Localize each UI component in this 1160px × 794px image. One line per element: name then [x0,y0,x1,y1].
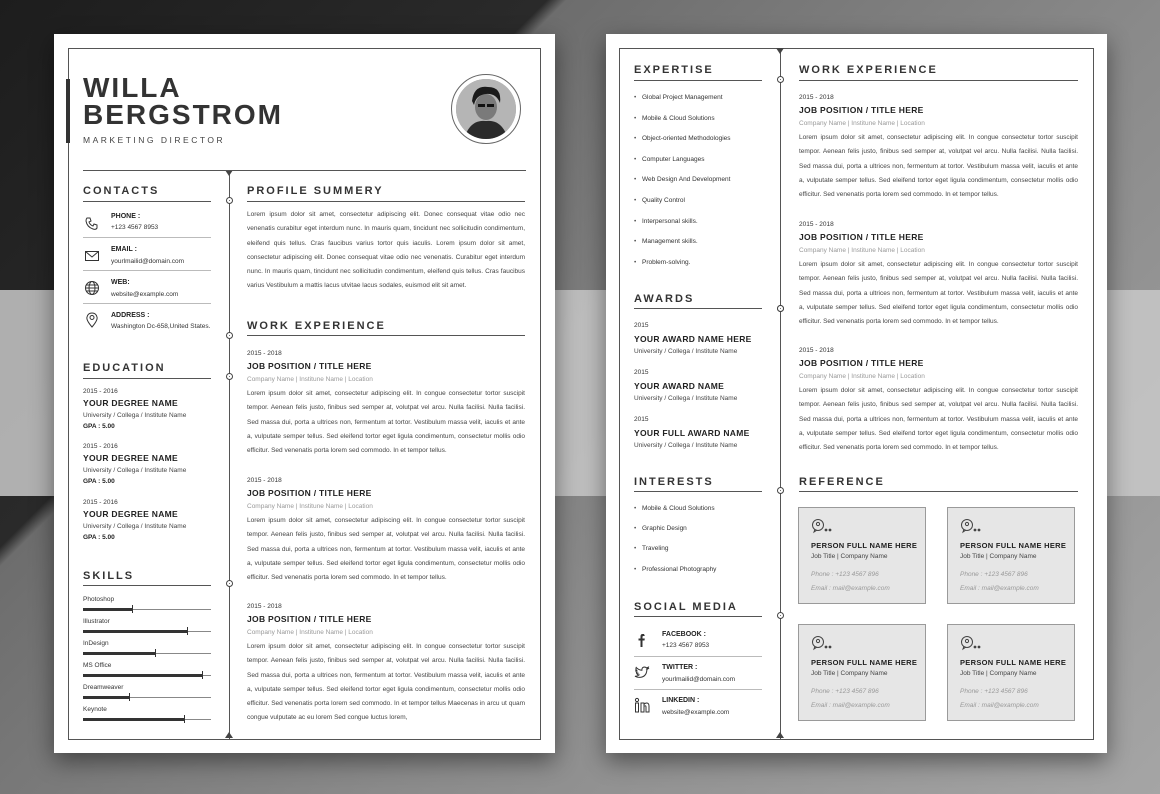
reference-job: Job Title | Company Name [960,670,1037,677]
education-rule [83,378,211,379]
reference-phone: Phone : +123 4567 896 [960,688,1028,695]
reference-job: Job Title | Company Name [960,553,1037,560]
awards-heading: AWARDS [634,293,695,305]
contact-email-label: EMAIL : [111,246,137,253]
award-year: 2015 [634,369,649,376]
name-accent-bar [66,79,70,143]
job-description: Lorem ipsum dolor sit amet, consectetur adipiscing elit. In congue consectetur tortor suscipit tempor. Aenean felis justo, finibus sed semper at, volutpat vel arcu. Nulla facilisi. Nulla facilisi. Sed massa dui, porta a ultrices non, fermentum at tortor. Vestibulum massa velit, iaculis et ante a, vulputate semper tellus. Sed eleifend tortor eget ligula condimentum, consectetur mollis odio efficitur. Sed venenatis porta lorem sed commodo. In et tempor tellus. [247,517,525,582]
contact-web-value: website@example.com [111,291,179,298]
skill-fill [83,674,202,677]
reference-card [798,507,926,604]
skill-fill [83,696,129,699]
timeline-bottom-marker [225,732,233,738]
contacts-heading: CONTACTS [83,185,160,197]
job-title: JOB POSITION / TITLE HERE [799,358,924,368]
timeline-node [226,373,233,380]
expertise-item: • Computer Languages [642,156,705,163]
job-title: JOB POSITION / TITLE HERE [799,105,924,115]
job-description: Lorem ipsum dolor sit amet, consectetur adipiscing elit. In congue consectetur tortor suscipit tempor. Aenean felis justo, finibus sed semper at, volutpat vel arcu. Nulla facilisi. Nulla facilisi. Sed massa dui, porta a ultrices non, fermentum at tortor. Vestibulum massa velit, iaculis et ante a, vulputate semper tellus. Sed eleifend tortor eget ligula condimentum, consectetur mollis odio efficitur. Sed venenatis porta lorem sed commodo. In et tempor tellus. [247,390,525,455]
reference-email: Email : mail@example.com [811,702,890,709]
expertise-heading: EXPERTISE [634,64,714,76]
name-last: BERGSTROM [83,99,283,130]
resume-page-1 [54,34,555,753]
timeline-line [780,48,781,739]
job-company: Company Name | Institune Name | Location [799,120,925,127]
expertise-item: • Interpersonal skills. [642,218,698,225]
job-date: 2015 - 2018 [799,347,834,354]
work-heading: WORK EXPERIENCE [247,320,386,332]
award-name: YOUR AWARD NAME [634,381,725,391]
reference-name: PERSON FULL NAME HERE [960,658,1067,667]
skills-rule [83,585,211,586]
award-org: University / Collega / Institute Name [634,348,738,355]
phone-icon [84,216,100,232]
reference-card [947,624,1075,721]
job-company: Company Name | Institune Name | Location [247,376,373,383]
profile-rule [247,201,525,202]
education-school: University / Collega / Institute Name [83,467,187,474]
job-title: JOB POSITION / TITLE HERE [247,488,372,498]
work-rule [247,335,525,336]
award-year: 2015 [634,416,649,423]
social-linkedin-value[interactable]: website@example.com [662,709,730,716]
skills-heading: SKILLS [83,570,135,582]
interest-item: • Professional Photography [642,566,716,573]
job-company: Company Name | Institune Name | Location [799,247,925,254]
education-date: 2015 - 2016 [83,388,118,395]
interest-item: • Traveling [642,545,669,552]
twitter-icon[interactable] [634,664,650,680]
education-school: University / Collega / Institute Name [83,523,187,530]
job-title: JOB POSITION / TITLE HERE [247,614,372,624]
skill-fill [83,718,184,721]
social-rule [634,616,762,617]
job-date: 2015 - 2018 [247,350,282,357]
job-description: Lorem ipsum dolor sit amet, consectetur adipiscing elit. In congue consectetur tortor suscipit tempor. Aenean felis justo, finibus sed semper at, volutpat vel arcu. Nulla facilisi. Nulla facilisi. Sed massa dui, porta a ultrices non, fermentum at tortor. Vestibulum massa velit, iaculis et ante a, vulputate semper tellus. Sed eleifend tortor eget ligula condimentum, consectetur mollis odio efficitur. Sed venenatis porta lorem sed commodo. In et tempor tellus. [799,261,1078,326]
interest-item: • Graphic Design [642,525,687,532]
social-divider [634,656,762,657]
job-company: Company Name | Institune Name | Location [247,503,373,510]
contact-address-label: ADDRESS : [111,312,150,319]
resume-page-2 [606,34,1107,753]
contact-email-value: yourlmailid@domain.com [111,258,185,265]
job-date: 2015 - 2018 [247,477,282,484]
contact-divider [83,270,211,271]
expertise-item: • Problem-solving. [642,259,690,266]
job-description: Lorem ipsum dolor sit amet, consectetur adipiscing elit. In congue consectetur tortor suscipit tempor. Aenean felis justo, finibus sed semper at, volutpat vel arcu. Nulla facilisi. Nulla facilisi. Sed massa dui, porta a ultrices non, fermentum at tortor. Vestibulum massa velit, iaculis et ante a, vulputate semper tellus. Sed eleifend tortor eget ligula condimentum, consectetur mollis odio efficitur. Sed venenatis porta lorem sed commodo. In et tempor tellus Maecenas in arcu ut quam congue vulputate ac eu lorem Sed congue luctus lorem, [247,643,525,722]
award-name: YOUR AWARD NAME HERE [634,334,752,344]
contact-phone-label: PHONE : [111,213,141,220]
education-date: 2015 - 2016 [83,499,118,506]
chat-icon [960,518,976,534]
contact-divider [83,237,211,238]
expertise-item: • Web Design And Development [642,176,730,183]
job-title: JOB POSITION / TITLE HERE [247,361,372,371]
globe-icon [84,280,100,296]
reference-card [798,624,926,721]
chat-icon [960,635,976,651]
expertise-item: • Mobile & Cloud Solutions [642,115,715,122]
linkedin-icon[interactable] [634,697,650,713]
expertise-item: • Quality Control [642,197,685,204]
expertise-item: • Object-oriented Methodologies [642,135,731,142]
reference-job: Job Title | Company Name [811,670,888,677]
chat-icon [811,635,827,651]
award-org: University / Collega / Institute Name [634,395,738,402]
skill-marker [132,605,133,613]
skill-marker [187,627,188,635]
timeline-top-marker [776,48,784,54]
profile-photo [451,74,521,144]
education-degree: YOUR DEGREE NAME [83,453,179,463]
social-twitter-label: TWITTER : [662,664,698,671]
award-name: YOUR FULL AWARD NAME [634,428,750,438]
interests-heading: INTERESTS [634,476,714,488]
job-date: 2015 - 2018 [247,603,282,610]
social-twitter-value[interactable]: yourlmailid@domain.com [662,676,736,683]
education-degree: YOUR DEGREE NAME [83,398,179,408]
reference-job: Job Title | Company Name [811,553,888,560]
job-date: 2015 - 2018 [799,221,834,228]
work2-rule [799,80,1078,81]
job-company: Company Name | Institune Name | Location [247,629,373,636]
skill-marker [155,649,156,657]
job-company: Company Name | Institune Name | Location [799,373,925,380]
timeline-node [226,580,233,587]
contact-divider [83,303,211,304]
social-linkedin-label: LINKEDIN : [662,697,700,704]
skill-fill [83,652,155,655]
awards-rule [634,308,762,309]
reference-card [947,507,1075,604]
skill-label: Photoshop [83,596,115,603]
expertise-rule [634,80,762,81]
reference-phone: Phone : +123 4567 896 [811,688,879,695]
email-icon [84,248,100,264]
social-facebook-value[interactable]: +123 4567 8953 [662,642,710,649]
education-degree: YOUR DEGREE NAME [83,509,179,519]
work2-heading: WORK EXPERIENCE [799,64,938,76]
reference-rule [799,491,1078,492]
award-org: University / Collega / Institute Name [634,442,738,449]
reference-name: PERSON FULL NAME HERE [811,541,918,550]
timeline-line [229,172,230,739]
reference-email: Email : mail@example.com [960,585,1039,592]
profile-heading: PROFILE SUMMERY [247,185,384,197]
expertise-item: • Management skills. [642,238,698,245]
social-divider [634,689,762,690]
header-divider [83,170,526,171]
interest-item: • Mobile & Cloud Solutions [642,505,715,512]
skill-fill [83,608,132,611]
profile-text: Lorem ipsum dolor sit amet, consectetur adipiscing elit. Donec consequat vitae odio nec venenatis curabitur eget interdum nunc. In mauris quam, tincidunt nec sollicitudin condimentum, eleifend quis tellus. Cras faucibus varius tortor quis iaculis. Lorem ipsum dolor sit amet, consectetur adipiscing elit. Donec consequat vitae odio nec venenatis. Curabitur eget interdum nunc. In mauris quam, tincidunt nec sollicitudin condimentum, eleifend quis tellus. Cras faucibus varius Vestibulum a mattis lacus utvitae lacus sodales, euismod elit sit amet. [247,211,525,290]
facebook-icon[interactable] [634,632,650,648]
skill-marker [129,693,130,701]
reference-name: PERSON FULL NAME HERE [960,541,1067,550]
timeline-node [777,612,784,619]
education-gpa: GPA : 5.00 [83,423,115,430]
reference-phone: Phone : +123 4567 896 [960,571,1028,578]
contacts-rule [83,201,211,202]
reference-phone: Phone : +123 4567 896 [811,571,879,578]
timeline-node [777,487,784,494]
skill-label: Illustrator [83,618,110,625]
education-heading: EDUCATION [83,362,166,374]
job-role: MARKETING DIRECTOR [83,135,226,145]
timeline-node [226,197,233,204]
interests-rule [634,491,762,492]
skill-label: Keynote [83,706,107,713]
social-facebook-label: FACEBOOK : [662,631,706,638]
contact-phone-value: +123 4567 8953 [111,224,159,231]
skill-fill [83,630,187,633]
education-gpa: GPA : 5.00 [83,534,115,541]
contact-web-label: WEB: [111,279,130,286]
timeline-node [226,332,233,339]
chat-icon [811,518,827,534]
location-icon [84,312,100,328]
job-title: JOB POSITION / TITLE HERE [799,232,924,242]
reference-name: PERSON FULL NAME HERE [811,658,918,667]
timeline-node [777,305,784,312]
reference-heading: REFERENCE [799,476,885,488]
reference-email: Email : mail@example.com [960,702,1039,709]
skill-label: MS Office [83,662,112,669]
job-date: 2015 - 2018 [799,94,834,101]
skill-marker [202,671,203,679]
skill-label: Dreamweaver [83,684,124,691]
award-year: 2015 [634,322,649,329]
skill-label: InDesign [83,640,109,647]
job-description: Lorem ipsum dolor sit amet, consectetur adipiscing elit. In congue consectetur tortor suscipit tempor. Aenean felis justo, finibus sed semper at, volutpat vel arcu. Nulla facilisi. Nulla facilisi. Sed massa dui, porta a ultrices non, fermentum at tortor. Vestibulum massa velit, iaculis et ante a, vulputate semper tellus. Sed eleifend tortor eget ligula condimentum, consectetur mollis odio efficitur. Sed venenatis porta lorem sed commodo. In et tempor tellus. [799,387,1078,452]
contact-address-value: Washington Dc-658,United States. [111,323,211,330]
timeline-bottom-marker [776,732,784,738]
reference-email: Email : mail@example.com [811,585,890,592]
skill-marker [184,715,185,723]
education-school: University / Collega / Institute Name [83,412,187,419]
education-gpa: GPA : 5.00 [83,478,115,485]
social-heading: SOCIAL MEDIA [634,601,738,613]
job-description: Lorem ipsum dolor sit amet, consectetur adipiscing elit. In congue consectetur tortor suscipit tempor. Aenean felis justo, finibus sed semper at, volutpat vel arcu. Nulla facilisi. Nulla facilisi. Sed massa dui, porta a ultrices non, fermentum at tortor. Vestibulum massa velit, iaculis et ante a, vulputate semper tellus. Sed eleifend tortor eget ligula condimentum, consectetur mollis odio efficitur. Sed venenatis porta lorem sed commodo. In et tempor tellus. [799,134,1078,199]
education-date: 2015 - 2016 [83,443,118,450]
expertise-item: • Global Project Management [642,94,723,101]
timeline-node [777,76,784,83]
name-first: WILLA [83,72,182,103]
